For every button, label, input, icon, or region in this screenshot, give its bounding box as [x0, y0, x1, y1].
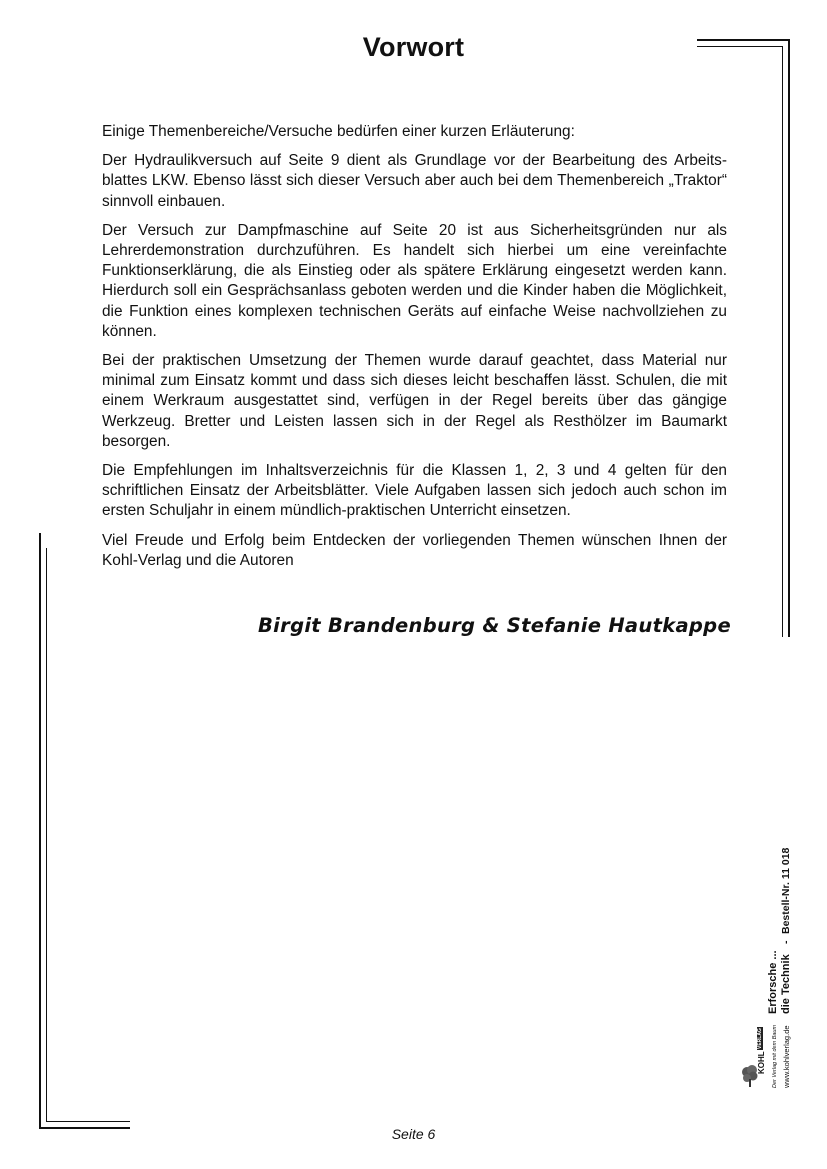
preface-body — [102, 122, 727, 580]
frame-top-right-inner-v — [782, 46, 783, 637]
frame-bottom-left-inner-v — [46, 548, 47, 1122]
page-title: Vorwort — [362, 32, 465, 62]
tree-icon — [741, 1064, 759, 1088]
publisher-badge: VERLAG — [757, 1028, 763, 1049]
website: www.kohlverlag.de — [782, 1025, 791, 1088]
frame-top-right-outer-v — [788, 39, 790, 637]
frame-top-right-outer-h — [697, 39, 790, 41]
paragraph-steam-engine: Der Versuch zur Dampfmaschine auf Seite 20 ist aus Sicherheitsgründen nur als Lehrerdemonstration durchzuführen. Es handelt sich hierbei um eine vereinfachte Funktionserklärung, die als Einstieg oder als spätere Erklärung eingesetzt werden kann. Hierdurch soll ein Gesprächsanlass geboten werden und die Kinder haben die Möglichkeit, die Funktion eines komplexen technischen Geräts auf einfache Weise nachvollziehen zu können. — [102, 221, 727, 340]
author-signature: Birgit Brandenburg & Stefanie Hautkappe — [258, 614, 731, 637]
publisher-side-block — [741, 838, 797, 1090]
paragraph-intro: Einige Themenbereiche/Versuche bedürfen einer kurzen Erläuterung: — [102, 123, 575, 140]
side-separator: - — [780, 940, 792, 944]
tagline: Der Verlag mit dem Baum — [772, 1024, 778, 1088]
paragraph-recommendations: Die Empfehlungen im Inhaltsverzeichnis für die Klassen 1, 2, 3 und 4 gelten für den schriftlichen Einsatz der Arbeitsblätter. Viele Aufgaben lassen sich jedoch auch schon im ersten Schuljahr in einem mündlich-praktischen Unterricht einsetzen. — [102, 462, 727, 520]
page-number: Seite 6 — [391, 1126, 436, 1142]
book-title-line1: Erforsche ... — [767, 950, 779, 1014]
paragraph-hydraulics: Der Hydraulikversuch auf Seite 9 dient als Grundlage vor der Bearbeitung des Arbeitsblattes LKW. Ebenso lässt sich dieser Versuch aber auch bei dem Themenbereich „Traktor“ sinnvoll einbauen. — [102, 152, 727, 210]
paragraph-materials: Bei der praktischen Umsetzung der Themen wurde darauf geachtet, dass Material nur minimal zum Einsatz kommt und dass sich dieses leicht beschaffen lässt. Schulen, die mit einem Werkraum ausgestattet sind, verfügen in der Regel bereits über das gängige Werkzeug. Bretter und Leisten lassen sich in der Regel als Resthölzer im Baumarkt besorgen. — [102, 352, 727, 450]
frame-bottom-left-outer-v — [39, 533, 41, 1129]
publisher-name: KOHL — [757, 1051, 766, 1074]
order-number: Bestell-Nr. 11 018 — [780, 847, 792, 934]
book-title-line2: die Technik — [780, 954, 792, 1014]
paragraph-closing: Viel Freude und Erfolg beim Entdecken der vorliegenden Themen wünschen Ihnen der Kohl-Verlag und die Autoren — [102, 531, 727, 569]
frame-top-right-inner-h — [697, 46, 783, 47]
frame-bottom-left-inner-h — [46, 1121, 130, 1122]
